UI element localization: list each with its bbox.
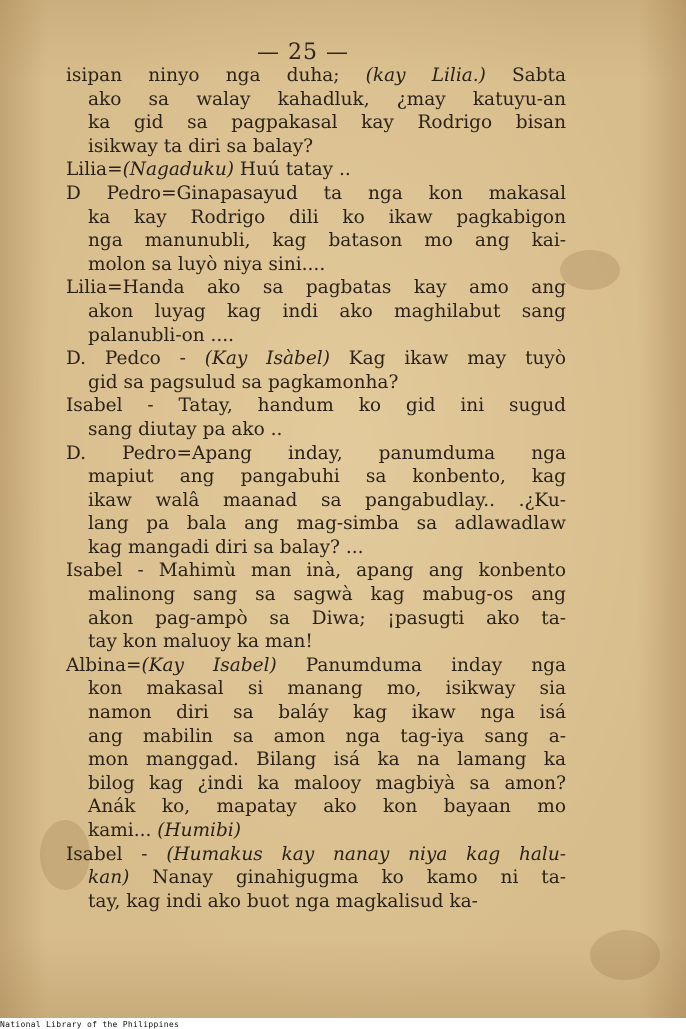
text-line bbox=[66, 465, 566, 489]
text-line bbox=[66, 843, 566, 867]
text-run: Isabel - bbox=[66, 843, 167, 865]
text-line bbox=[66, 866, 566, 890]
text-line bbox=[66, 394, 566, 418]
text-run: Lilia=Handa ako sa pagbatas kay amo ang bbox=[66, 277, 566, 299]
footer-attribution: National Library of the Philippines bbox=[0, 1020, 180, 1029]
text-run: akon luyag kag indi ako maghilabut sang bbox=[88, 300, 566, 322]
page-number: — 25 — bbox=[257, 40, 349, 65]
text-line bbox=[66, 536, 566, 560]
text-line bbox=[66, 819, 566, 843]
text-line bbox=[66, 725, 566, 749]
text-run: Isabel - Tatay, handum ko gid ini sugud bbox=[66, 395, 566, 417]
text-line bbox=[66, 795, 566, 819]
paper-stain bbox=[590, 930, 660, 980]
text-run: D. Pedco - bbox=[66, 348, 205, 370]
text-run: sang diutay pa ako .. bbox=[88, 418, 283, 440]
text-run: tay, kag indi ako buot nga magkalisud ka- bbox=[88, 890, 478, 912]
text-run: Albina= bbox=[66, 654, 142, 676]
text-run: ako sa walay kahadluk, ¿may katuyu-an bbox=[88, 88, 566, 110]
text-line bbox=[66, 630, 566, 654]
text-line bbox=[66, 229, 566, 253]
text-line bbox=[66, 701, 566, 725]
text-run: Huú tatay .. bbox=[234, 159, 351, 181]
text-line bbox=[66, 512, 566, 536]
text-line bbox=[66, 347, 566, 371]
stage-direction: (Humibi) bbox=[157, 820, 241, 841]
text-line bbox=[66, 489, 566, 513]
text-run: kon makasal si manang mo, isikway sia bbox=[88, 678, 566, 700]
text-line bbox=[66, 300, 566, 324]
text-run: Anák ko, mapatay ako kon bayaan mo bbox=[88, 796, 566, 818]
text-run: D Pedro=Ginapasayud ta nga kon makasal bbox=[66, 182, 566, 204]
text-run: ka gid sa pagpakasal kay Rodrigo bisan bbox=[88, 112, 566, 134]
text-run: ikaw walâ maanad sa pangabudlay.. .¿Ku- bbox=[88, 489, 566, 511]
stage-direction: (Nagaduku) bbox=[122, 159, 234, 181]
text-run: tay kon maluoy ka man! bbox=[88, 631, 313, 653]
text-line bbox=[66, 64, 566, 88]
stage-direction: (kay Lilia.) bbox=[365, 65, 486, 86]
text-run: gid sa pagsulud sa pagkamonha? bbox=[88, 371, 399, 393]
text-line bbox=[66, 111, 566, 135]
stage-direction: (Kay Isàbel) bbox=[204, 348, 330, 370]
text-line bbox=[66, 748, 566, 772]
text-line bbox=[66, 559, 566, 583]
text-line bbox=[66, 654, 566, 678]
text-run: ka kay Rodrigo dili ko ikaw pagkabigon bbox=[88, 206, 566, 228]
stage-direction: (Humakus kay nanay niya kag halu- bbox=[166, 843, 566, 865]
text-line bbox=[66, 324, 566, 348]
text-run: Isabel - Mahimù man inà, apang ang konbento bbox=[66, 560, 566, 582]
text-line bbox=[66, 371, 566, 395]
text-line bbox=[66, 442, 566, 466]
text-line bbox=[66, 206, 566, 230]
text-run: Panumduma inday nga bbox=[276, 654, 566, 676]
text-run: nga manunubli, kag batason mo ang kai- bbox=[88, 230, 566, 252]
text-run: bilog kag ¿indi ka malooy magbiyà sa amon? bbox=[88, 772, 566, 794]
text-run: malinong sang sa sagwà kag mabug-os ang bbox=[88, 584, 566, 606]
text-run: lang pa bala ang mag-simba sa adlawadlaw bbox=[88, 513, 566, 535]
text-run: mapiut ang pangabuhi sa konbento, kag bbox=[88, 466, 566, 488]
stage-direction: (Kay Isabel) bbox=[141, 654, 277, 676]
text-line bbox=[66, 276, 566, 300]
paper-stain bbox=[560, 250, 620, 290]
play-text bbox=[66, 64, 566, 913]
text-run: isikway ta diri sa balay? bbox=[88, 135, 314, 157]
text-line bbox=[66, 182, 566, 206]
text-line bbox=[66, 772, 566, 796]
text-line bbox=[66, 890, 566, 914]
text-run: kami... bbox=[88, 820, 158, 841]
text-run: palanubli-on .... bbox=[88, 324, 235, 346]
text-run: Kag ikaw may tuyò bbox=[329, 348, 567, 370]
text-run: D. Pedro=Apang inday, panumduma nga bbox=[66, 442, 566, 464]
text-line bbox=[66, 418, 566, 442]
text-run: isipan ninyo nga duha; bbox=[66, 65, 366, 86]
stage-direction: kan) bbox=[88, 867, 130, 889]
text-line bbox=[66, 88, 566, 112]
text-run: akon pag-ampò sa Diwa; ¡pasugti ako ta- bbox=[88, 607, 566, 629]
text-line bbox=[66, 135, 566, 159]
text-line bbox=[66, 583, 566, 607]
text-run: molon sa luyò niya sini.... bbox=[88, 253, 326, 275]
text-run: mon manggad. Bilang isá ka na lamang ka bbox=[88, 749, 566, 771]
text-run: Sabta bbox=[485, 65, 567, 86]
text-run: namon diri sa baláy kag ikaw nga isá bbox=[88, 702, 566, 724]
text-line bbox=[66, 607, 566, 631]
text-run: Lilia= bbox=[66, 159, 123, 181]
text-line bbox=[66, 677, 566, 701]
text-line bbox=[66, 158, 566, 182]
text-run: ang mabilin sa amon nga tag-iya sang a- bbox=[88, 725, 566, 747]
text-line bbox=[66, 253, 566, 277]
text-run: Nanay ginahigugma ko kamo ni ta- bbox=[129, 867, 566, 889]
text-run: kag mangadi diri sa balay? ... bbox=[88, 536, 364, 558]
